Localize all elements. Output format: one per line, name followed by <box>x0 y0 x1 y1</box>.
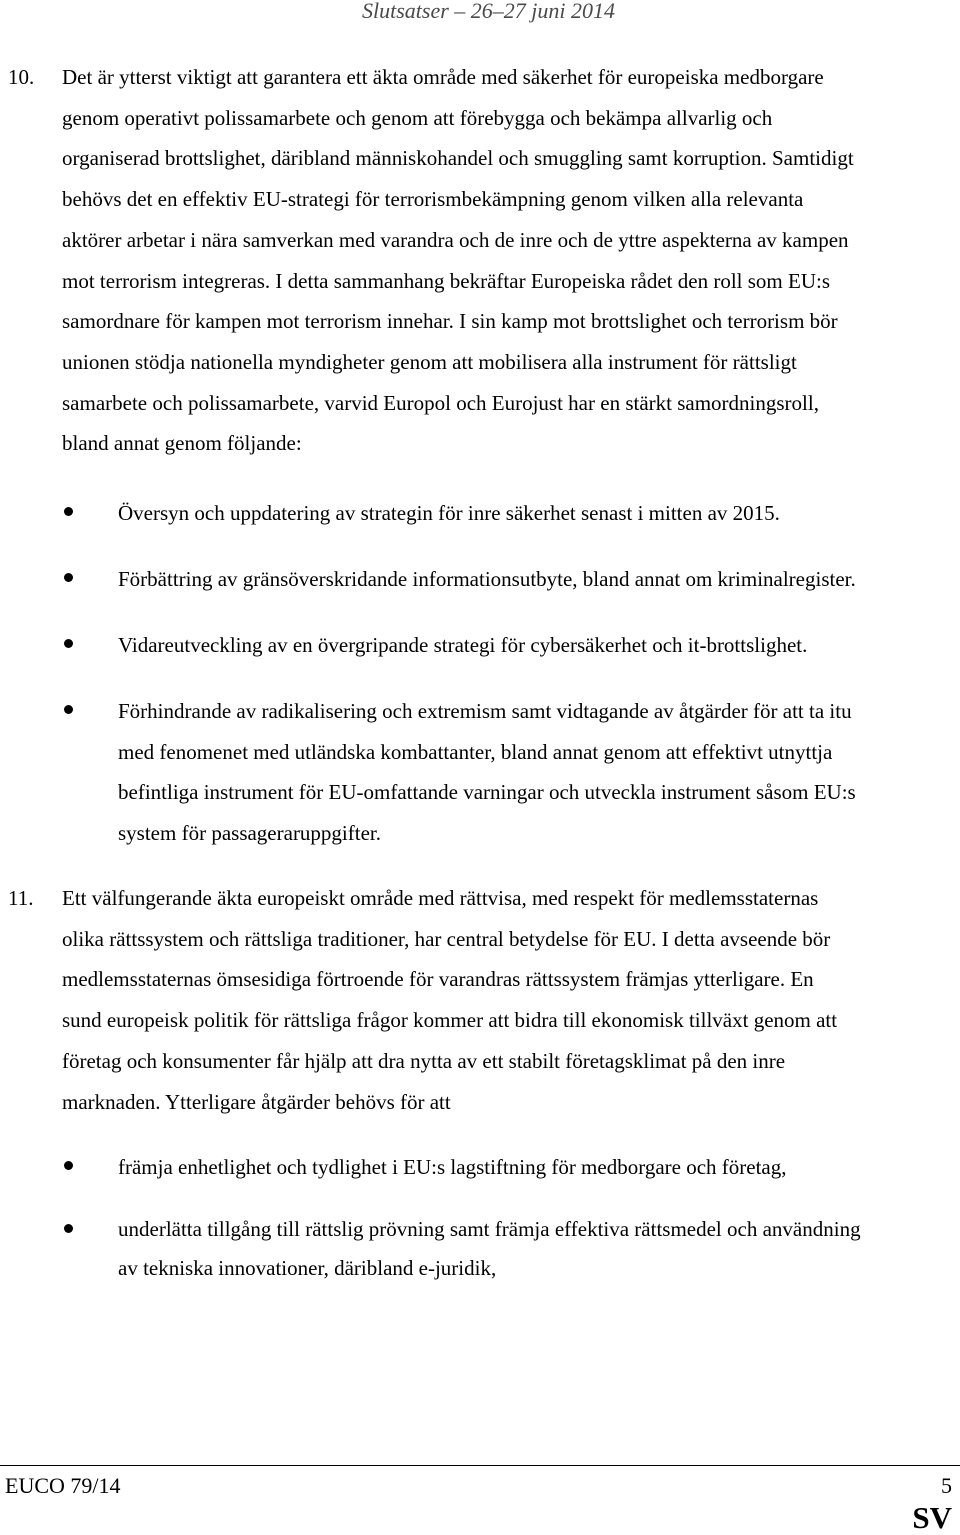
bullet-icon <box>64 507 73 516</box>
list-item-line: med fenomenet med utländska kombattanter, bland annat genom att effektivt utnyttja <box>118 739 833 764</box>
paragraph-line: sund europeisk politik för rättsliga frågor kommer att bidra till ekonomisk tillväxt genom att <box>62 1008 838 1033</box>
paragraph-line: aktörer arbetar i nära samverkan med varandra och de inre och de yttre aspekterna av kampen <box>62 227 849 252</box>
list-item-line: Översyn och uppdatering av strategin för inre säkerhet senast i mitten av 2015. <box>118 501 780 525</box>
list-item-line: av tekniska innovationer, däribland e-juridik, <box>118 1255 497 1280</box>
list-item-text <box>118 691 958 854</box>
paragraph-line: behövs det en effektiv EU-strategi för terrorismbekämpning genom vilken alla relevanta <box>62 187 804 212</box>
list-item-line: Förhindrande av radikalisering och extremism samt vidtagande av åtgärder för att ta itu <box>118 699 852 723</box>
page-header-title: Slutsatser – 26–27 juni 2014 <box>361 0 615 23</box>
list-item-line: underlätta tillgång till rättslig prövning samt främja effektiva rättsmedel och användning <box>118 1217 861 1241</box>
paragraph-line: marknaden. Ytterligare åtgärder behövs för att <box>62 1089 451 1114</box>
paragraph-line: unionen stödja nationella myndigheter genom att mobilisera alla instrument för rättsligt <box>62 349 797 374</box>
bullet-icon <box>64 639 73 648</box>
list-item-line: Förbättring av gränsöverskridande informationsutbyte, bland annat om kriminalregister. <box>118 567 856 591</box>
paragraph-line: samordnare för kampen mot terrorism innehar. I sin kamp mot brottslighet och terrorism bör <box>62 309 838 334</box>
list-item-text <box>118 1210 958 1287</box>
paragraph-line: företag och konsumenter får hjälp att dra nytta av ett stabilt företagsklimat på den inre <box>62 1048 786 1073</box>
paragraph-line: olika rättssystem och rättsliga traditioner, har central betydelse för EU. I detta avseende bör <box>62 926 831 951</box>
page-number: 5 <box>941 1473 952 1498</box>
paragraph-line: organiserad brottslighet, däribland människohandel och smuggling samt korruption. Samtidigt <box>62 146 854 171</box>
footer-divider <box>0 1465 960 1466</box>
paragraph-number: 10. <box>8 65 35 89</box>
paragraph-line: medlemsstaternas ömsesidiga förtroende för varandras rättssystem främjas ytterligare. En <box>62 967 814 992</box>
paragraph-line: genom operativt polissamarbete och genom att förebygga och bekämpa allvarlig och <box>62 105 773 130</box>
list-item-text <box>118 1147 958 1188</box>
list-item-text <box>118 625 958 666</box>
document-code: EUCO 79/14 <box>5 1473 121 1498</box>
paragraph-body <box>62 57 957 464</box>
list-item-text <box>118 493 958 534</box>
bullet-icon <box>64 705 73 714</box>
paragraph-line: samarbete och polissamarbete, varvid Europol och Eurojust har en stärkt samordningsroll, <box>62 390 819 415</box>
paragraph-line: Ett välfungerande äkta europeiskt område med rättvisa, med respekt för medlemsstaternas <box>62 886 819 910</box>
bullet-icon <box>64 573 73 582</box>
list-item-line: Vidareutveckling av en övergripande strategi för cybersäkerhet och it-brottslighet. <box>118 633 808 657</box>
paragraph-line: Det är ytterst viktigt att garantera ett äkta område med säkerhet för europeiska medborgare <box>62 65 824 89</box>
language-code: SV <box>912 1500 952 1535</box>
paragraph-line: mot terrorism integreras. I detta sammanhang bekräftar Europeiska rådet den roll som EU:s <box>62 268 830 293</box>
paragraph-number: 11. <box>8 886 34 910</box>
list-item-text <box>118 559 958 600</box>
list-item-line: befintliga instrument för EU-omfattande varningar och utveckla instrument såsom EU:s <box>118 780 856 805</box>
bullet-icon <box>64 1161 73 1170</box>
paragraph-body <box>62 878 957 1122</box>
paragraph-line: bland annat genom följande: <box>62 431 302 456</box>
list-item-line: främja enhetlighet och tydlighet i EU:s lagstiftning för medborgare och företag, <box>118 1155 787 1179</box>
list-item-line: system för passageraruppgifter. <box>118 821 382 846</box>
bullet-icon <box>64 1224 73 1233</box>
